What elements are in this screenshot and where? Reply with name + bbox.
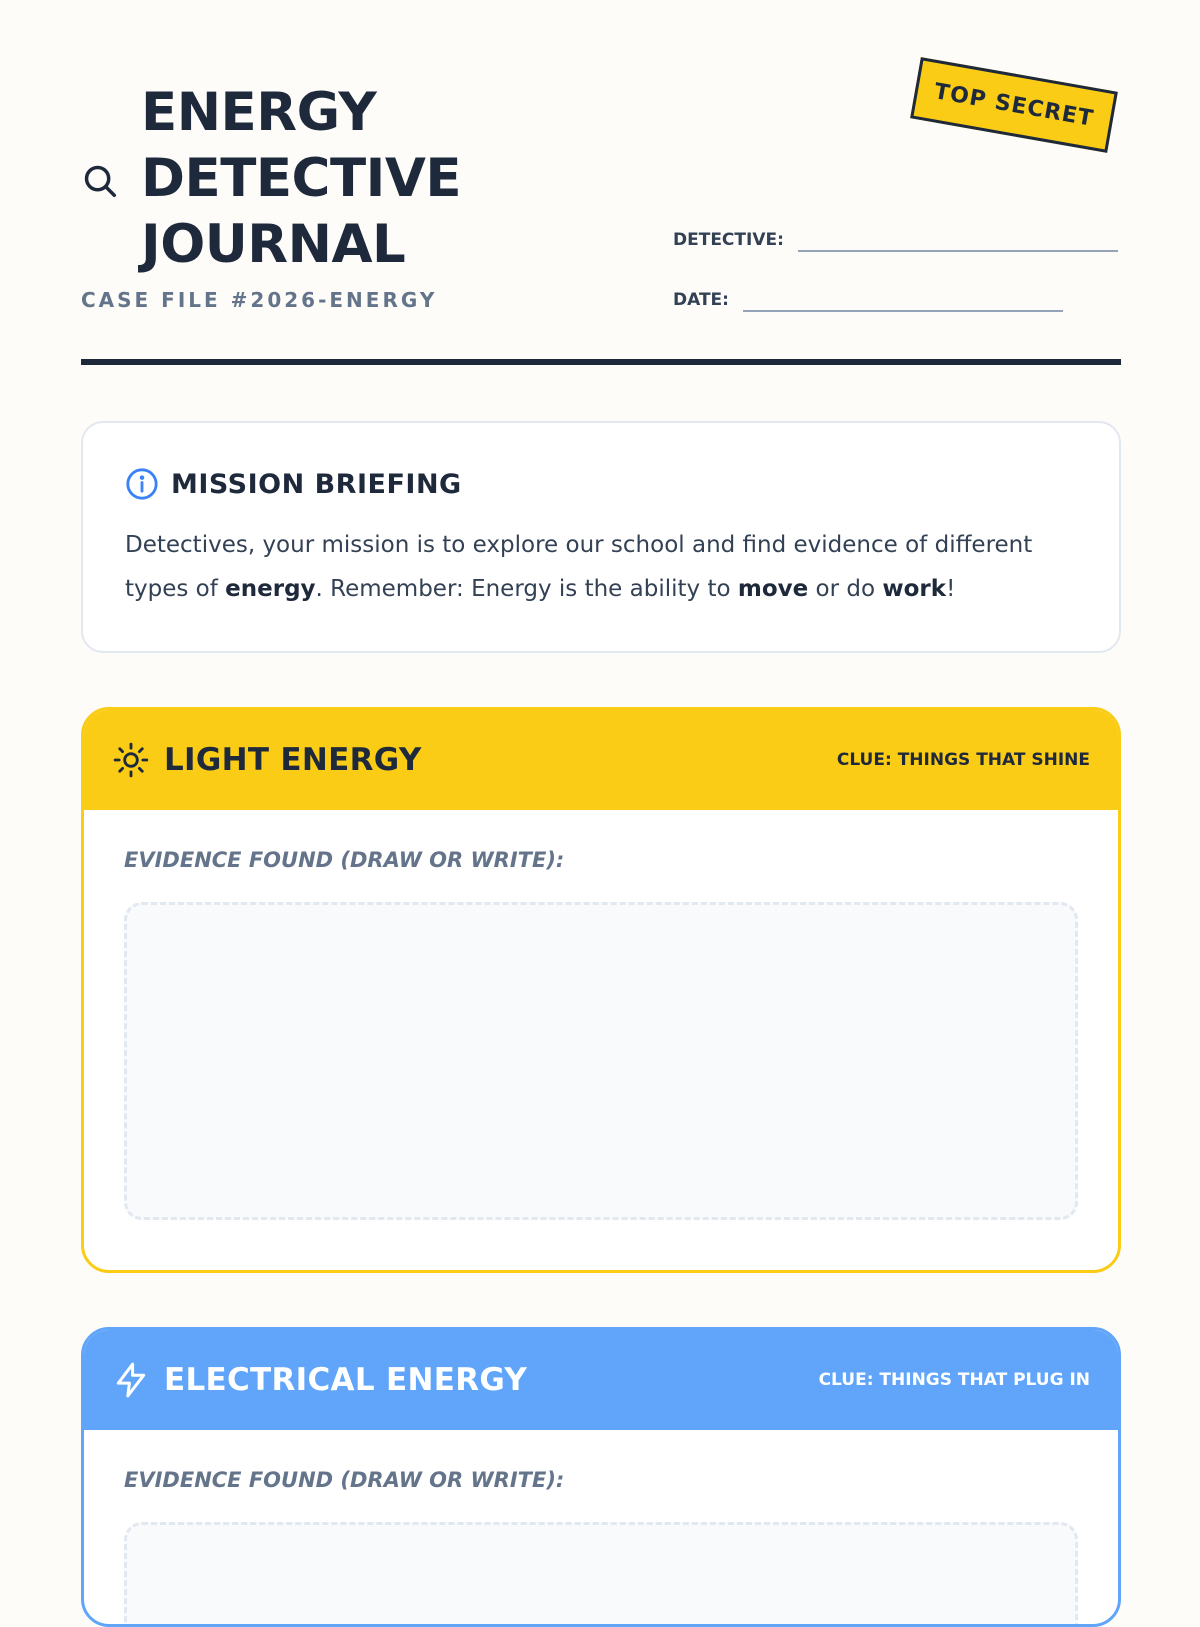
briefing-bold-move: move	[737, 576, 809, 602]
light-energy-title: LIGHT ENERGY	[164, 742, 422, 778]
magnifier-icon	[81, 162, 119, 200]
journal-page	[81, 0, 1121, 1492]
light-evidence-box[interactable]	[124, 902, 1078, 1220]
detective-field[interactable]	[673, 228, 1118, 252]
briefing-text-mid: . Remember: Energy is the ability to	[315, 576, 738, 602]
date-blank-line[interactable]	[743, 310, 1063, 312]
detective-label: DETECTIVE:	[673, 230, 784, 250]
light-evidence-label: EVIDENCE FOUND (DRAW OR WRITE):	[124, 848, 565, 872]
briefing-header	[125, 467, 1077, 501]
briefing-text-or: or do	[808, 576, 883, 602]
header-divider	[81, 359, 1121, 365]
date-label: DATE:	[673, 290, 729, 310]
case-file-number: CASE FILE #2026-ENERGY	[81, 288, 438, 312]
title-line-3: JOURNAL	[141, 214, 406, 275]
journal-header	[81, 0, 1121, 370]
electrical-energy-card	[81, 1327, 1121, 1627]
briefing-text-end: !	[946, 576, 956, 602]
light-energy-card	[81, 707, 1121, 1273]
briefing-text-start: Detectives, your mission is to explore our school and find evidence of different types of	[125, 532, 1033, 602]
electrical-evidence-label: EVIDENCE FOUND (DRAW OR WRITE):	[124, 1468, 565, 1492]
electrical-energy-header	[84, 1330, 1118, 1430]
page-title	[141, 80, 601, 278]
sun-icon	[112, 741, 150, 779]
mission-briefing	[81, 421, 1121, 653]
briefing-title: MISSION BRIEFING	[171, 468, 462, 500]
title-line-2: DETECTIVE	[141, 148, 462, 209]
light-energy-clue: CLUE: THINGS THAT SHINE	[836, 750, 1090, 770]
electrical-energy-title: ELECTRICAL ENERGY	[164, 1362, 528, 1398]
electrical-energy-body	[84, 1430, 1118, 1627]
lightning-icon	[112, 1361, 150, 1399]
light-energy-body	[84, 810, 1118, 1220]
detective-blank-line[interactable]	[798, 250, 1118, 252]
electrical-energy-clue: CLUE: THINGS THAT PLUG IN	[818, 1370, 1090, 1390]
light-energy-title-wrap	[112, 741, 422, 779]
briefing-bold-work: work	[882, 576, 947, 602]
date-field[interactable]	[673, 288, 1063, 312]
info-icon	[125, 467, 159, 501]
top-secret-stamp: TOP SECRET	[910, 57, 1118, 153]
electrical-energy-title-wrap	[112, 1361, 527, 1399]
title-line-1: ENERGY	[141, 82, 377, 143]
briefing-bold-energy: energy	[225, 576, 316, 602]
briefing-text	[125, 523, 1085, 611]
light-energy-header	[84, 710, 1118, 810]
electrical-evidence-box[interactable]	[124, 1522, 1078, 1627]
